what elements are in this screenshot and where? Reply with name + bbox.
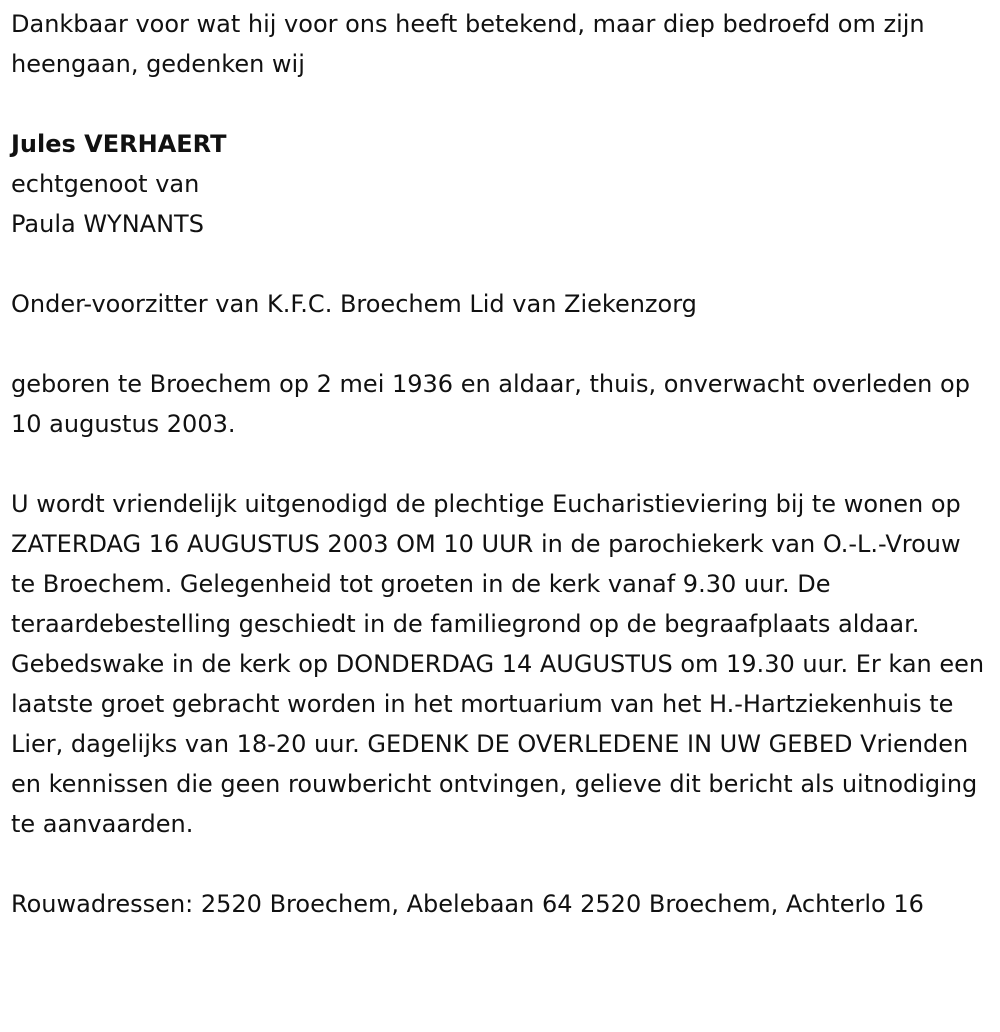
birth-death-text: geboren te Broechem op 2 mei 1936 en aldaar, thuis, onverwacht overleden op 10 augustus 2003. — [11, 370, 970, 438]
addresses-text: Rouwadressen: 2520 Broechem, Abelebaan 64 2520 Broechem, Achterlo 16 — [11, 890, 924, 918]
spacer — [11, 324, 986, 364]
spouse-name: Paula WYNANTS — [11, 210, 204, 238]
deceased-name: Jules VERHAERT — [11, 130, 227, 158]
spacer — [11, 844, 986, 884]
spacer — [11, 444, 986, 484]
relation-label: echtgenoot van — [11, 170, 200, 198]
ceremony-text: U wordt vriendelijk uitgenodigd de plechtige Eucharistieviering bij te wonen op ZATERDAG 16 AUGUSTUS 2003 OM 10 UUR in de parochiekerk van O.-L.-Vrouw te Broechem. Gelegenheid tot groeten in de kerk vanaf 9.30 uur. De teraardebestelling geschiedt in de familiegrond op de begraafplaats aldaar. Gebedswake in de kerk op DONDERDAG 14 AUGUSTUS om 19.30 uur. Er kan een laatste groet gebracht worden in het mortuarium van het H.-Hartziekenhuis te Lier, dagelijks van 18-20 uur. GEDENK DE OVERLEDENE IN UW GEBED Vrienden en kennissen die geen rouwbericht ontvingen, gelieve dit bericht als uitnodiging te aanvaarden. — [11, 490, 985, 838]
spacer — [11, 244, 986, 284]
roles-text: Onder-voorzitter van K.F.C. Broechem Lid van Ziekenzorg — [11, 290, 697, 318]
spacer — [11, 84, 986, 124]
intro-text: Dankbaar voor wat hij voor ons heeft betekend, maar diep bedroefd om zijn heengaan, gedenken wij — [11, 10, 925, 78]
obituary-notice — [11, 4, 986, 924]
